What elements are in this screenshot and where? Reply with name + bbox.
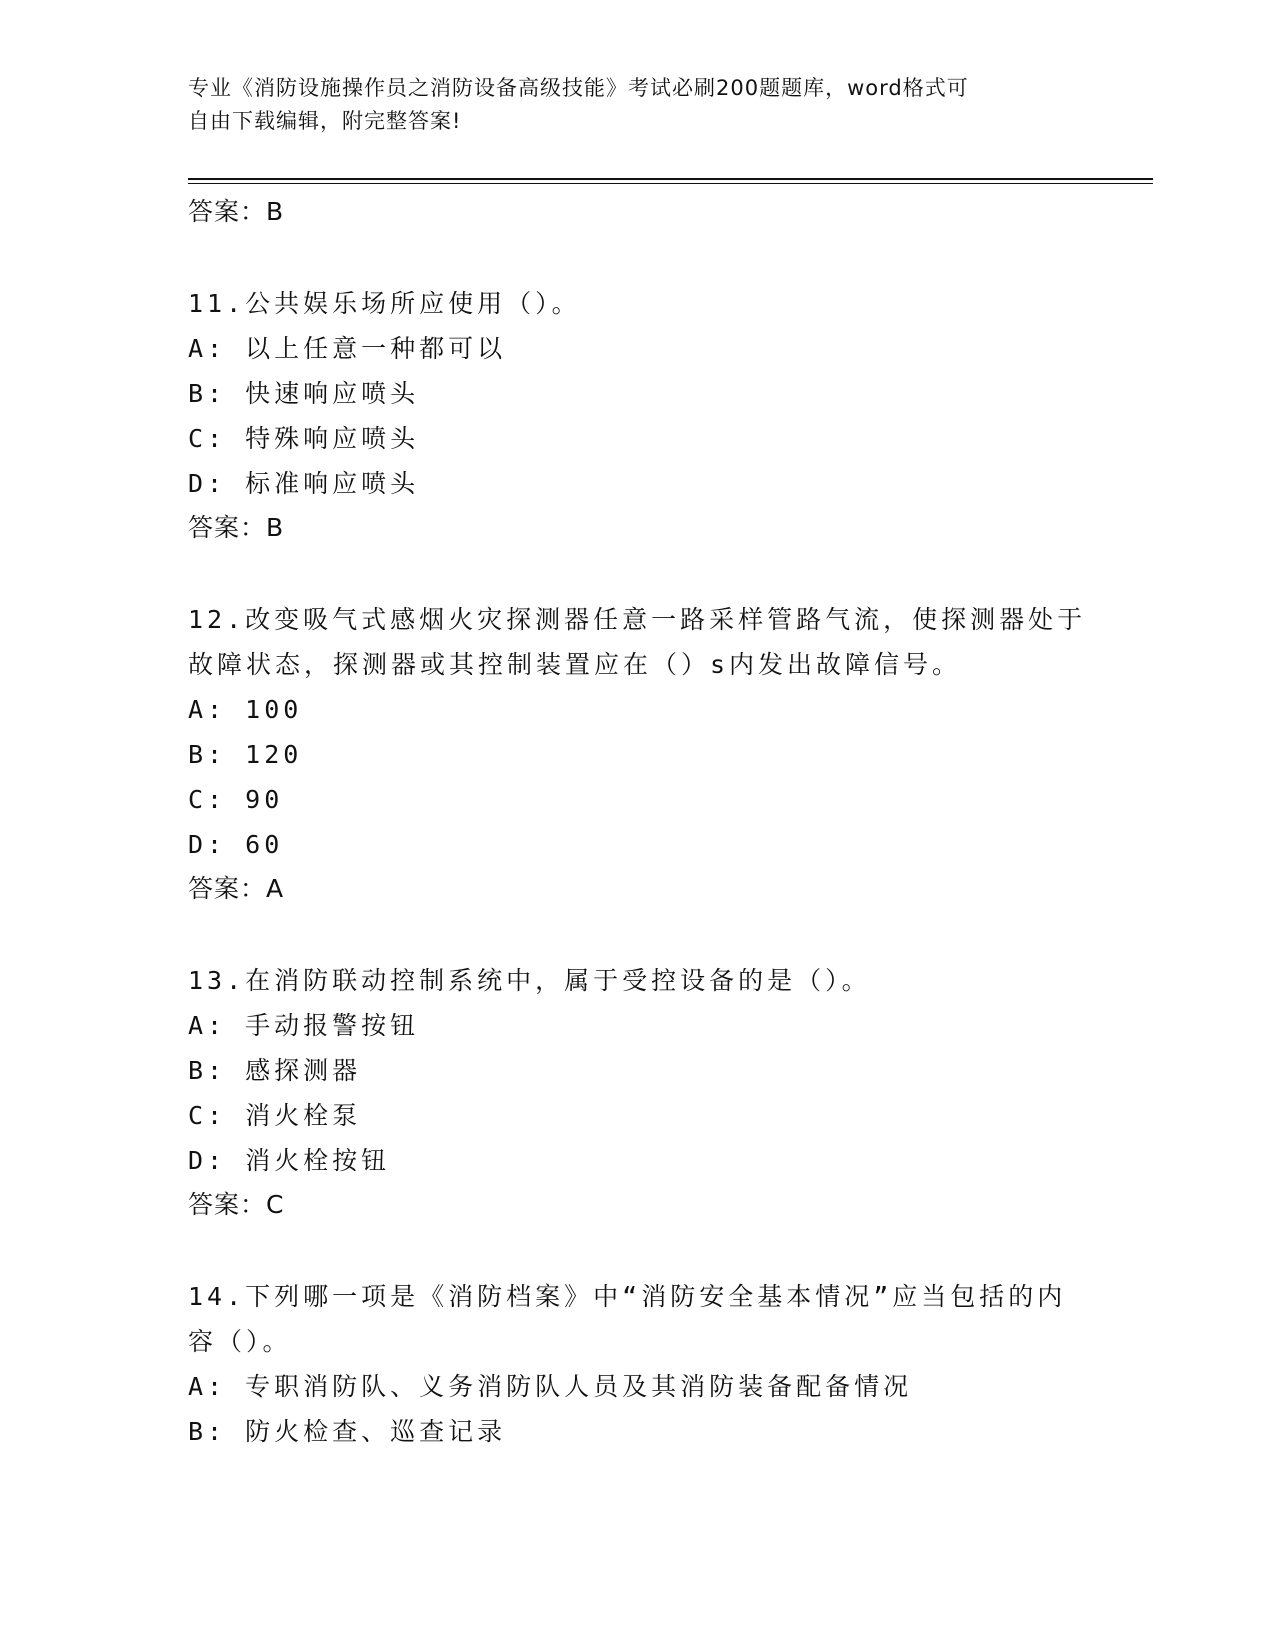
- question-13: [188, 958, 1088, 1227]
- question-stem-line-2: 故障状态，探测器或其控制装置应在（）s内发出故障信号。: [188, 650, 962, 679]
- answer-line: 答案：A: [188, 874, 285, 903]
- option-a: A: 以上任意一种都可以: [188, 334, 507, 363]
- question-list: [188, 190, 1088, 1454]
- answer-line: 答案：B: [188, 513, 285, 542]
- option-a: A: 手动报警按钮: [188, 1011, 420, 1040]
- question-11: [188, 281, 1088, 550]
- header-line-1: 专业《消防设施操作员之消防设备高级技能》考试必刷200题题库，word格式可: [188, 76, 969, 100]
- header-line-2: 自由下载编辑，附完整答案!: [188, 109, 462, 133]
- document-header: [188, 72, 1088, 138]
- header-divider-thick: [188, 178, 1153, 180]
- option-b: B: 120: [188, 740, 303, 769]
- header-divider-thin: [188, 183, 1153, 184]
- option-a: A: 专职消防队、义务消防队人员及其消防装备配备情况: [188, 1372, 913, 1401]
- question-stem: 13.在消防联动控制系统中，属于受控设备的是（）。: [188, 966, 871, 995]
- option-d: D: 消火栓按钮: [188, 1146, 391, 1175]
- option-d: D: 60: [188, 830, 284, 859]
- question-12: [188, 597, 1088, 911]
- question-stem-line-1: 14.下列哪一项是《消防档案》中“消防安全基本情况”应当包括的内: [188, 1282, 1067, 1311]
- option-b: B: 感探测器: [188, 1056, 362, 1085]
- option-d: D: 标准响应喷头: [188, 469, 420, 498]
- question-14: [188, 1274, 1088, 1454]
- question-stem-line-2: 容（）。: [188, 1327, 292, 1356]
- answer-line: 答案：C: [188, 1190, 285, 1219]
- question-stem-line-1: 12.改变吸气式感烟火灾探测器任意一路采样管路气流，使探测器处于: [188, 605, 1087, 634]
- option-a: A: 100: [188, 695, 303, 724]
- option-c: C: 消火栓泵: [188, 1101, 362, 1130]
- option-b: B: 快速响应喷头: [188, 379, 420, 408]
- option-c: C: 90: [188, 785, 284, 814]
- option-c: C: 特殊响应喷头: [188, 424, 420, 453]
- option-b: B: 防火检查、巡查记录: [188, 1417, 507, 1446]
- previous-answer: 答案：B: [188, 197, 285, 226]
- question-stem: 11.公共娱乐场所应使用（）。: [188, 289, 581, 318]
